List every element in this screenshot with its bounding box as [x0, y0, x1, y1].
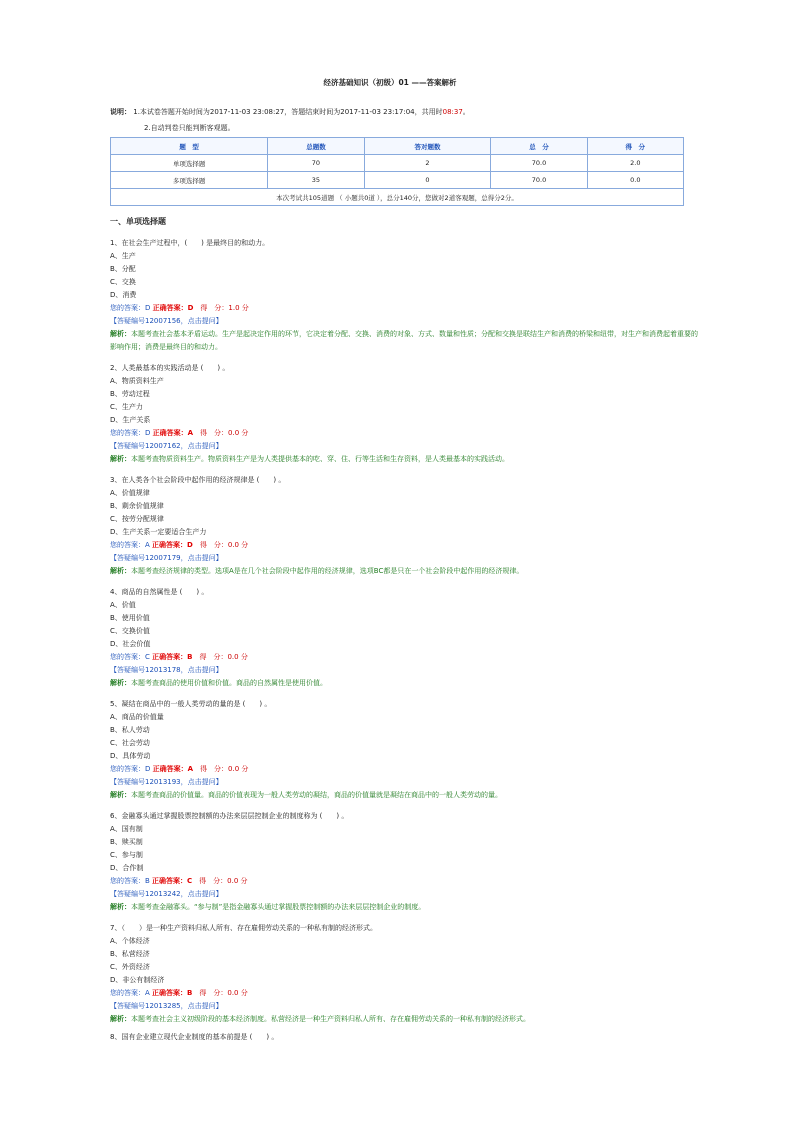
explanation-text: 本题考查物质资料生产。物质资料生产是为人类提供基本的吃、穿、住、行等生活和生存资料，是人类最基本的实践活动。 — [131, 455, 509, 463]
question-score: 得 分：1.0 分 — [193, 304, 249, 312]
ask-question-link[interactable]: 【答疑编号12007162，点击提问】 — [110, 442, 223, 450]
question-stem: 7、（ ）是一种生产资料归私人所有、存在雇佣劳动关系的一种私有制的经济形式。 — [110, 924, 377, 932]
option: A、价值 — [110, 601, 136, 609]
option: C、交换价值 — [110, 627, 150, 635]
option: B、赎买制 — [110, 838, 143, 846]
your-answer: 您的答案：D — [110, 429, 153, 437]
explanation-label: 解析： — [110, 791, 131, 799]
question-score: 得 分：0.0 分 — [193, 429, 249, 437]
question-item — [110, 698, 700, 802]
option: A、物质资料生产 — [110, 377, 164, 385]
explanation — [110, 789, 700, 802]
question-list — [110, 237, 700, 1034]
option: C、社会劳动 — [110, 739, 150, 747]
explanation-label: 解析： — [110, 679, 131, 687]
option: D、生产关系 — [110, 416, 151, 424]
header-correct-count: 答对题数 — [364, 138, 491, 155]
score-summary-table — [110, 137, 684, 206]
option: D、非公有制经济 — [110, 976, 165, 984]
option: B、使用价值 — [110, 614, 150, 622]
explanation-label: 解析： — [110, 567, 131, 575]
question-item — [110, 810, 700, 914]
answer-line — [110, 763, 700, 776]
table-cell: 70 — [268, 155, 364, 172]
table-cell: 2 — [364, 155, 491, 172]
option: A、商品的价值量 — [110, 713, 164, 721]
option: D、合作制 — [110, 864, 144, 872]
question-stem: 6、金融寡头通过掌握股票控制额的办法来层层控制企业的制度称为 ( ) 。 — [110, 812, 349, 820]
table-footer: 本次考试共105道题 （ 小题共0道 ），总分140分，您做对2道客观题，总得分2分。 — [111, 189, 684, 206]
explanation — [110, 677, 700, 690]
explanation — [110, 901, 700, 914]
option: D、生产关系一定要适合生产力 — [110, 528, 207, 536]
option: B、私人劳动 — [110, 726, 150, 734]
correct-answer: 正确答案：B — [152, 989, 193, 997]
answer-line — [110, 651, 700, 664]
correct-answer: 正确答案：A — [152, 429, 194, 437]
explanation-label: 解析： — [110, 330, 131, 338]
header-score: 得 分 — [587, 138, 683, 155]
explanation — [110, 1013, 700, 1026]
note-line-2: 2.自动判卷只能判断客观题。 — [144, 124, 235, 132]
header-total-score: 总 分 — [491, 138, 587, 155]
option: A、生产 — [110, 252, 136, 260]
explanation-text: 本题考查社会主义初级阶段的基本经济制度。私营经济是一种生产资料归私人所有、存在雇佣劳动关系的一种私有制的经济形式。 — [131, 1015, 530, 1023]
option: A、价值规律 — [110, 489, 150, 497]
ask-question-link[interactable]: 【答疑编号12007156，点击提问】 — [110, 317, 223, 325]
option: B、分配 — [110, 265, 136, 273]
table-cell: 0.0 — [587, 172, 683, 189]
explanation — [110, 453, 700, 466]
answer-line — [110, 302, 700, 315]
document-title: 经济基础知识（初级）01 ——答案解析 — [323, 78, 457, 87]
option: C、交换 — [110, 278, 136, 286]
table-cell: 70.0 — [491, 155, 587, 172]
explanation — [110, 565, 700, 578]
option: A、国有制 — [110, 825, 143, 833]
explanation-label: 解析： — [110, 455, 131, 463]
elapsed-time: 08:37 — [442, 108, 463, 116]
your-answer: 您的答案：D — [110, 765, 153, 773]
your-answer: 您的答案：B — [110, 877, 153, 885]
table-cell: 35 — [268, 172, 364, 189]
correct-answer: 正确答案：D — [152, 304, 194, 312]
question-item — [110, 474, 700, 578]
ask-question-link[interactable]: 【答疑编号12013285，点击提问】 — [110, 1002, 223, 1010]
answer-line — [110, 427, 700, 440]
explanation — [110, 328, 700, 354]
table-cell: 多项选择题 — [111, 172, 268, 189]
table-row — [111, 155, 684, 172]
answer-line — [110, 875, 700, 888]
question-stem: 8、国有企业建立现代企业制度的基本前提是 ( ) 。 — [110, 1033, 279, 1041]
your-answer: 您的答案：A — [110, 989, 153, 997]
ask-question-link[interactable]: 【答疑编号12013178，点击提问】 — [110, 666, 223, 674]
option: B、剩余价值规律 — [110, 502, 164, 510]
table-cell: 0 — [364, 172, 491, 189]
question-stem: 1、在社会生产过程中，( ) 是最终目的和动力。 — [110, 239, 270, 247]
question-item — [110, 586, 700, 690]
option: C、参与制 — [110, 851, 143, 859]
option: D、消费 — [110, 291, 137, 299]
note-label: 说明： — [110, 108, 131, 116]
note-line1-prefix: 1.本试卷答题开始时间为2017-11-03 23:08:27，答题结束时间为2017-11-03 23:17:04，共用时 — [133, 108, 443, 116]
question-score: 得 分：0.0 分 — [192, 653, 248, 661]
question-score: 得 分：0.0 分 — [192, 989, 248, 997]
correct-answer: 正确答案：D — [152, 541, 193, 549]
option: D、具体劳动 — [110, 752, 151, 760]
your-answer: 您的答案：D — [110, 304, 153, 312]
ask-question-link[interactable]: 【答疑编号12013242，点击提问】 — [110, 890, 223, 898]
explanation-text: 本题考查经济规律的类型。选项A是在几个社会阶段中起作用的经济规律，选项BC都是只在一个社会阶段中起作用的经济规律。 — [131, 567, 524, 575]
note-line1-suffix: 。 — [462, 108, 470, 116]
exam-note — [110, 104, 470, 136]
question-stem: 4、商品的自然属性是 ( ) 。 — [110, 588, 209, 596]
your-answer: 您的答案：C — [110, 653, 153, 661]
option: C、按劳分配规律 — [110, 515, 164, 523]
header-total-count: 总题数 — [268, 138, 364, 155]
correct-answer: 正确答案：B — [152, 653, 193, 661]
table-cell: 单项选择题 — [111, 155, 268, 172]
question-item — [110, 922, 700, 1026]
option: B、私营经济 — [110, 950, 150, 958]
header-type: 题 型 — [111, 138, 268, 155]
question-stem: 3、在人类各个社会阶段中起作用的经济规律是 ( ) 。 — [110, 476, 286, 484]
question-item — [110, 237, 700, 354]
your-answer: 您的答案：A — [110, 541, 153, 549]
table-cell: 70.0 — [491, 172, 587, 189]
correct-answer: 正确答案：A — [152, 765, 194, 773]
option: B、劳动过程 — [110, 390, 150, 398]
note-line-1 — [110, 104, 470, 120]
ask-question-link[interactable]: 【答疑编号12013193，点击提问】 — [110, 778, 223, 786]
section-title: 一、单项选择题 — [110, 217, 166, 226]
explanation-label: 解析： — [110, 1015, 131, 1023]
explanation-text: 本题考查金融寡头。“参与制”是指金融寡头通过掌握股票控制额的办法来层层控制企业的制度。 — [131, 903, 426, 911]
option: C、生产力 — [110, 403, 143, 411]
answer-line — [110, 987, 700, 1000]
ask-question-link[interactable]: 【答疑编号12007179，点击提问】 — [110, 554, 223, 562]
option: C、外资经济 — [110, 963, 150, 971]
table-header-row — [111, 138, 684, 155]
answer-line — [110, 539, 700, 552]
table-row — [111, 172, 684, 189]
explanation-text: 本题考查社会基本矛盾运动。生产是起决定作用的环节，它决定着分配、交换、消费的对象、方式、数量和性质；分配和交换是联结生产和消费的桥梁和纽带，对生产和消费起着重要的影响作用；消费是最终目的和动力。 — [110, 330, 698, 351]
question-item — [110, 362, 700, 466]
question-score: 得 分：0.0 分 — [192, 877, 248, 885]
question-score: 得 分：0.0 分 — [193, 765, 249, 773]
question-score: 得 分：0.0 分 — [192, 541, 249, 549]
explanation-text: 本题考查商品的使用价值和价值。商品的自然属性是使用价值。 — [131, 679, 327, 687]
option: D、社会价值 — [110, 640, 151, 648]
explanation-text: 本题考查商品的价值量。商品的价值表现为一般人类劳动的凝结，商品的价值量就是凝结在商品中的一般人类劳动的量。 — [131, 791, 502, 799]
question-stem: 2、人类最基本的实践活动是 ( ) 。 — [110, 364, 230, 372]
correct-answer: 正确答案：C — [152, 877, 193, 885]
explanation-label: 解析： — [110, 903, 131, 911]
question-stem: 5、凝结在商品中的一般人类劳动的量的是 ( ) 。 — [110, 700, 272, 708]
option: A、个体经济 — [110, 937, 150, 945]
table-footer-row — [111, 189, 684, 206]
table-cell: 2.0 — [587, 155, 683, 172]
